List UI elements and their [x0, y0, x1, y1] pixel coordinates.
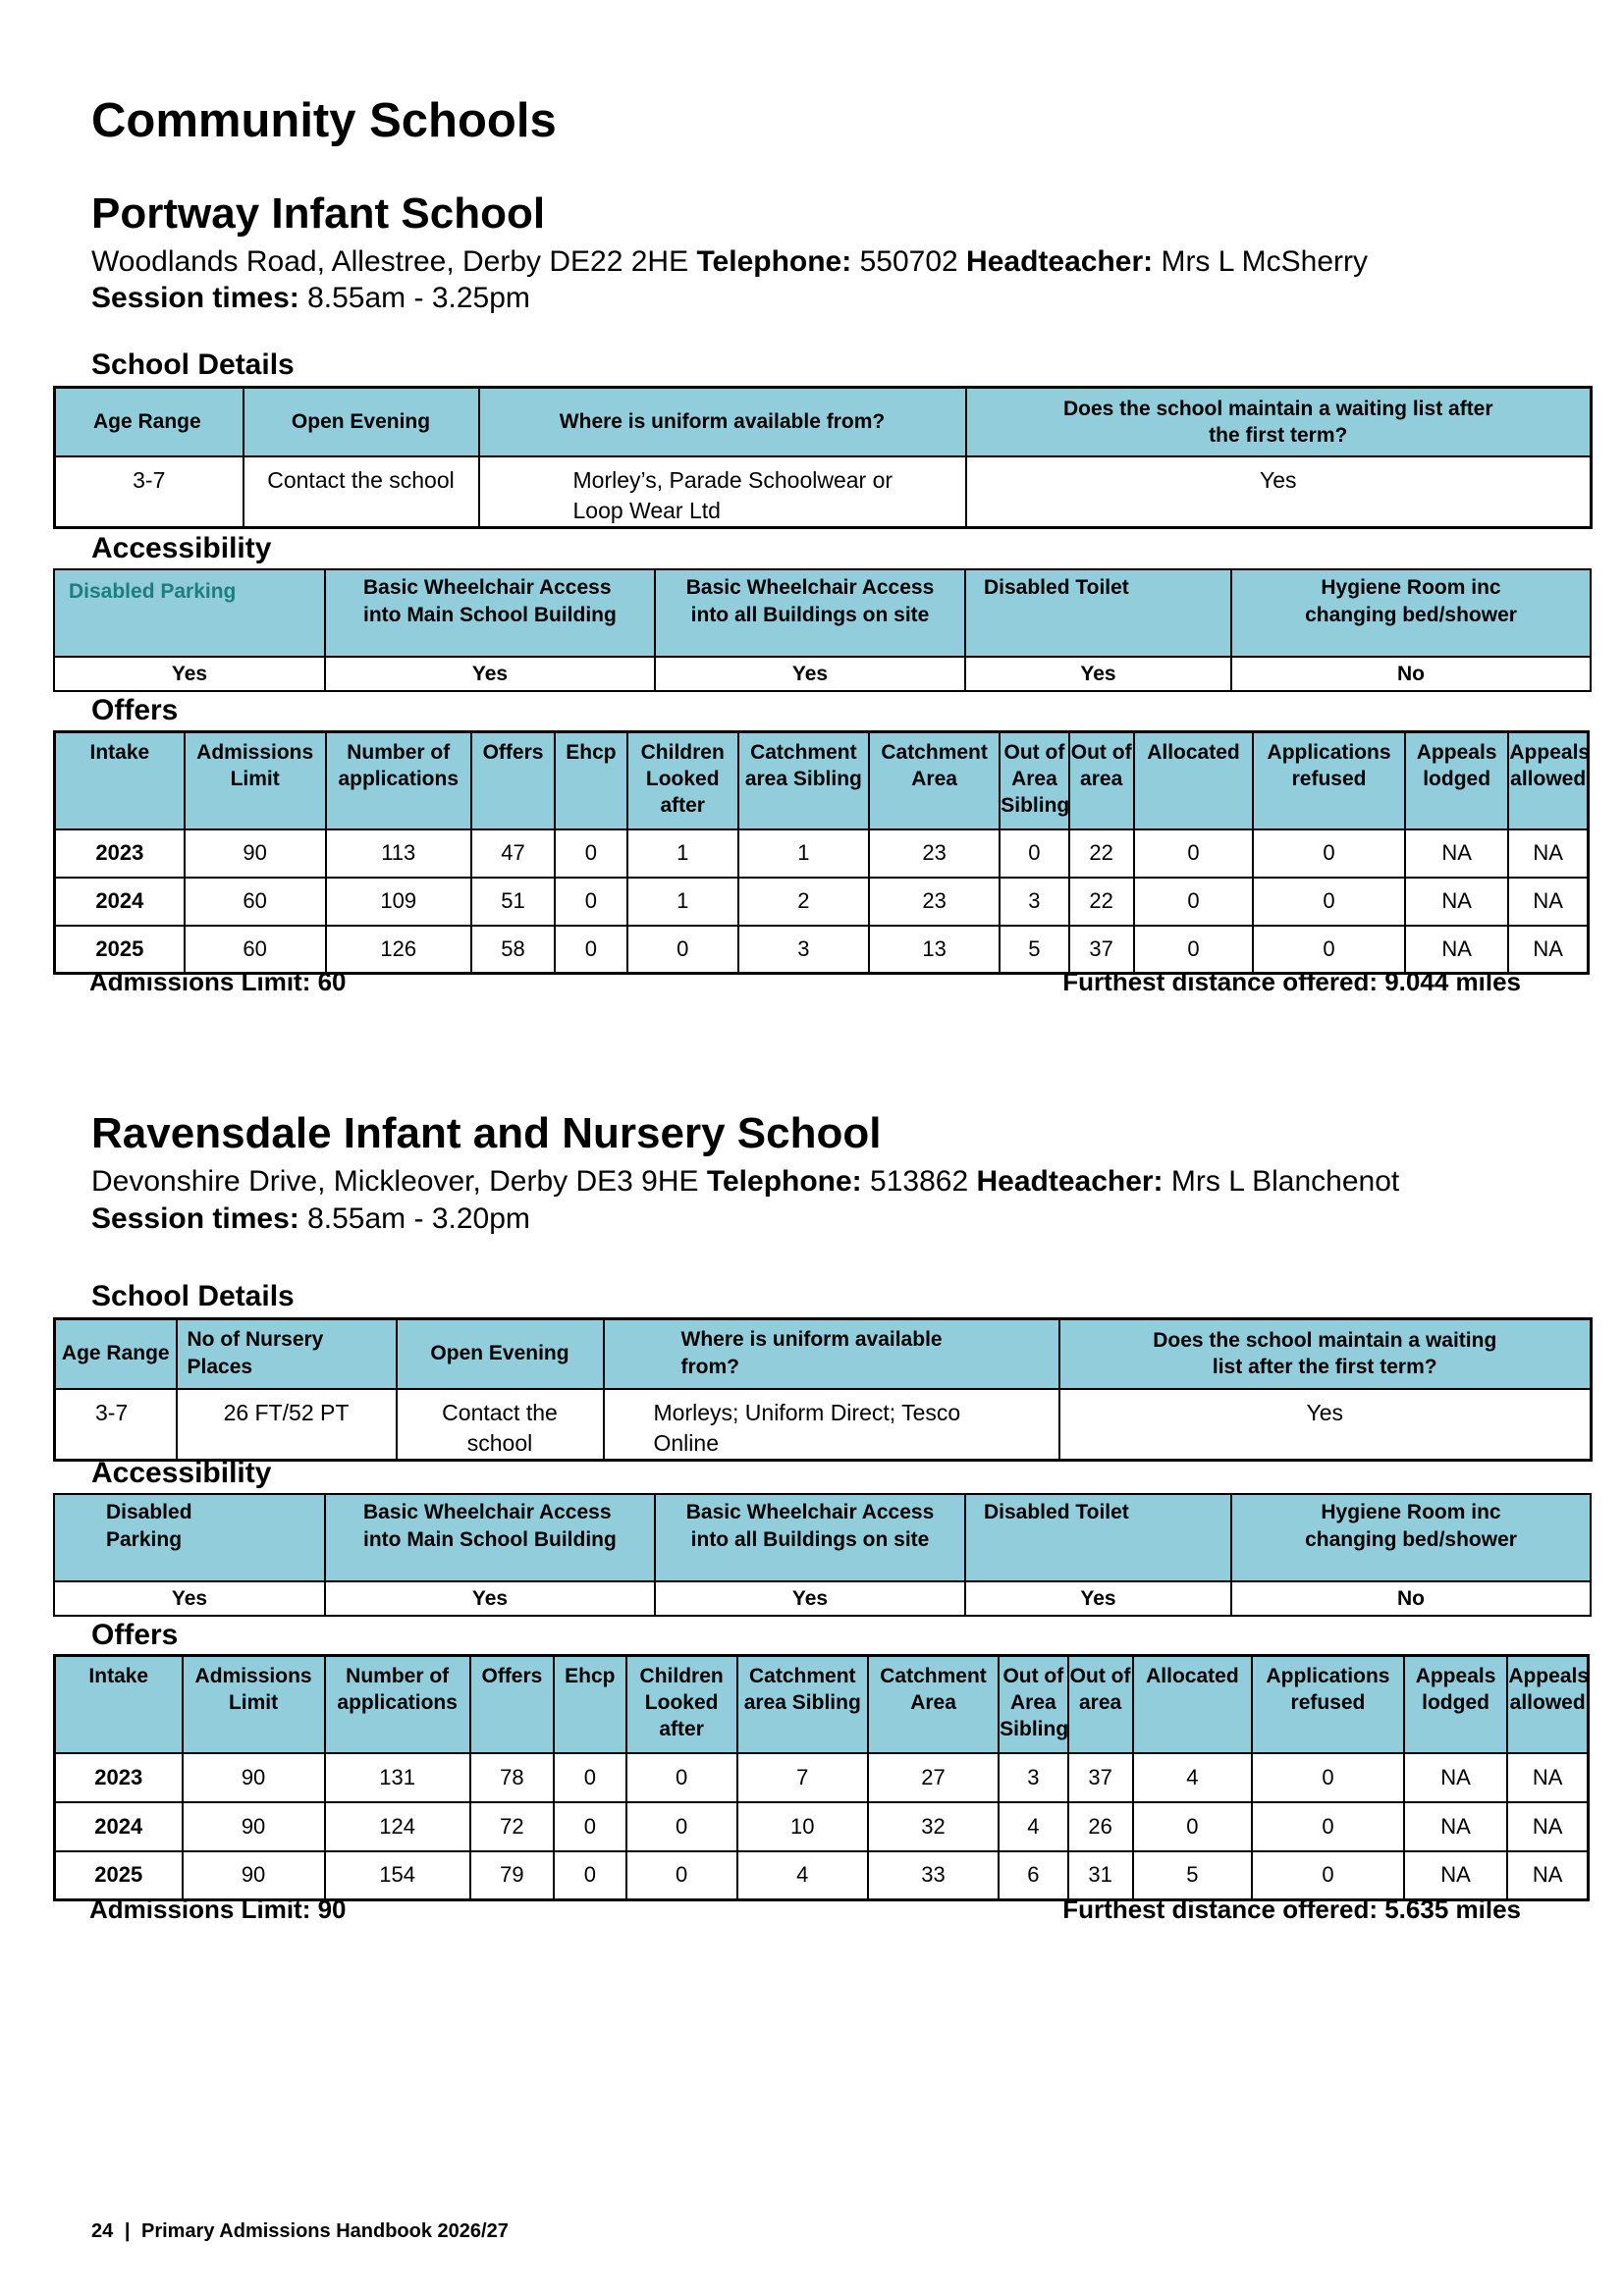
details-header-uniform: Where is uniform available from?: [604, 1319, 1059, 1389]
school-contact-line: [91, 245, 1368, 279]
offers-header: Admissions Limit: [183, 1656, 325, 1753]
offers-cell: 78: [470, 1753, 554, 1802]
offers-cell: 26: [1068, 1802, 1133, 1851]
accessibility-table: [53, 568, 1592, 692]
offers-cell: 72: [470, 1802, 554, 1851]
offers-cell: 1: [627, 829, 738, 878]
offers-cell: 0: [1134, 829, 1254, 878]
offers-cell: 2024: [55, 1802, 183, 1851]
accessibility-disabled-toilet: Yes: [965, 1581, 1231, 1616]
offers-cell: 4: [1133, 1753, 1253, 1802]
accessibility-wheelchair-all: Yes: [655, 1581, 965, 1616]
details-uniform: Morley’s, Parade Schoolwear or Loop Wear Ltd: [479, 456, 966, 528]
page-title: Community Schools: [91, 94, 557, 147]
table-row: [55, 878, 1589, 926]
accessibility-disabled-parking: Yes: [54, 657, 325, 691]
offers-header: Allocated: [1133, 1656, 1253, 1753]
offers-header: Intake: [55, 1656, 183, 1753]
offers-cell: 2024: [55, 878, 185, 926]
offers-header: Catchment area Sibling: [737, 1656, 868, 1753]
offers-cell: 27: [868, 1753, 999, 1802]
offers-cell: 4: [737, 1851, 868, 1900]
offers-cell: 0: [1134, 926, 1254, 974]
offers-cell: 0: [1253, 926, 1405, 974]
school-contact-line: [91, 1165, 1399, 1199]
school-address: Woodlands Road, Allestree, Derby DE22 2HE: [91, 245, 689, 278]
school-name: Ravensdale Infant and Nursery School: [91, 1109, 882, 1157]
offers-cell: 5: [1000, 926, 1068, 974]
offers-cell: 32: [868, 1802, 999, 1851]
offers-header: Ehcp: [554, 1656, 626, 1753]
offers-cell: NA: [1404, 1802, 1508, 1851]
offers-header: Catchment Area: [868, 1656, 999, 1753]
offers-cell: 22: [1069, 829, 1134, 878]
offers-cell: 2025: [55, 926, 185, 974]
offers-cell: 0: [626, 1802, 737, 1851]
offers-cell: 33: [868, 1851, 999, 1900]
offers-cell: 90: [183, 1851, 325, 1900]
page-footer: [91, 2220, 509, 2243]
offers-cell: 22: [1069, 878, 1134, 926]
details-header-age-range: Age Range: [55, 388, 244, 456]
offers-cell: 37: [1068, 1753, 1133, 1802]
offers-cell: 60: [185, 878, 326, 926]
offers-header: Appeals lodged: [1404, 1656, 1508, 1753]
telephone-label: Telephone:: [706, 1165, 862, 1198]
details-age-range: 3-7: [55, 456, 244, 528]
footer-separator: |: [124, 2220, 131, 2242]
school-name: Portway Infant School: [91, 189, 546, 238]
furthest-distance: Furthest distance offered: 9.044 miles: [1062, 967, 1521, 996]
offers-header: Appeals allowed: [1508, 732, 1588, 829]
headteacher-value: Mrs L McSherry: [1161, 245, 1369, 278]
offers-cell: NA: [1507, 1802, 1588, 1851]
offers-cell: 37: [1069, 926, 1134, 974]
details-nursery-places: 26 FT/52 PT: [177, 1389, 397, 1461]
offers-cell: 2: [738, 878, 869, 926]
details-header-open-evening: Open Evening: [244, 388, 479, 456]
furthest-distance: Furthest distance offered: 5.635 miles: [1062, 1895, 1521, 1924]
accessibility-header-disabled-toilet: Disabled Toilet: [965, 1494, 1231, 1581]
offers-header: Appeals allowed: [1507, 1656, 1588, 1753]
accessibility-wheelchair-main: Yes: [325, 1581, 655, 1616]
details-header-waiting-list: Does the school maintain a waiting list after the first term?: [966, 388, 1592, 456]
offers-cell: 5: [1133, 1851, 1253, 1900]
offers-cell: NA: [1405, 878, 1509, 926]
telephone-label: Telephone:: [696, 245, 852, 278]
offers-cell: 4: [999, 1802, 1067, 1851]
offers-cell: 23: [869, 829, 1000, 878]
offers-cell: 7: [737, 1753, 868, 1802]
accessibility-hygiene-room: No: [1231, 657, 1591, 691]
headteacher-label: Headteacher:: [966, 245, 1154, 278]
accessibility-header-disabled-parking: Disabled Parking: [54, 569, 325, 657]
offers-cell: 13: [869, 926, 1000, 974]
offers-cell: 126: [326, 926, 471, 974]
accessibility-wheelchair-all: Yes: [655, 657, 965, 691]
table-row: [55, 1753, 1589, 1802]
offers-cell: NA: [1508, 829, 1588, 878]
offers-cell: 3: [738, 926, 869, 974]
details-waiting-list: Yes: [1059, 1389, 1592, 1461]
offers-header: Catchment area Sibling: [738, 732, 869, 829]
offers-cell: 131: [325, 1753, 470, 1802]
offers-cell: NA: [1404, 1851, 1508, 1900]
table-row: [55, 1851, 1589, 1900]
accessibility-header-wheelchair-main: Basic Wheelchair Access into Main School Building: [325, 569, 655, 657]
offers-cell: 0: [555, 926, 627, 974]
headteacher-label: Headteacher:: [976, 1165, 1164, 1198]
offers-header: Out of area: [1069, 732, 1134, 829]
offers-cell: NA: [1507, 1753, 1588, 1802]
publication-title: Primary Admissions Handbook 2026/27: [140, 2220, 509, 2242]
admissions-limit: Admissions Limit: 60: [89, 967, 347, 996]
details-uniform: Morleys; Uniform Direct; Tesco Online: [604, 1389, 1059, 1461]
offers-cell: 3: [1000, 878, 1068, 926]
accessibility-header-hygiene-room: Hygiene Room inc changing bed/shower: [1231, 569, 1591, 657]
offers-cell: 1: [627, 878, 738, 926]
table-row: [55, 1802, 1589, 1851]
offers-cell: 0: [1133, 1802, 1253, 1851]
offers-cell: 0: [555, 829, 627, 878]
offers-cell: 113: [326, 829, 471, 878]
offers-cell: 3: [999, 1753, 1067, 1802]
offers-cell: 0: [1253, 829, 1405, 878]
accessibility-header-disabled-parking: Disabled Parking: [54, 1494, 325, 1581]
offers-cell: 0: [1252, 1802, 1404, 1851]
offers-cell: 0: [554, 1802, 626, 1851]
offers-heading: Offers: [91, 1619, 179, 1651]
offers-cell: 90: [185, 829, 326, 878]
offers-cell: NA: [1507, 1851, 1588, 1900]
offers-table: [53, 730, 1590, 975]
details-header-open-evening: Open Evening: [397, 1319, 604, 1389]
details-waiting-list: Yes: [966, 456, 1592, 528]
offers-cell: 2025: [55, 1851, 183, 1900]
details-header-waiting-list: Does the school maintain a waiting list after the first term?: [1059, 1319, 1592, 1389]
offers-header: Out of Area Sibling: [999, 1656, 1067, 1753]
offers-header: Intake: [55, 732, 185, 829]
offers-cell: 0: [627, 926, 738, 974]
offers-cell: NA: [1404, 1753, 1508, 1802]
offers-cell: 0: [626, 1753, 737, 1802]
details-open-evening: Contact the school: [397, 1389, 604, 1461]
offers-cell: 2023: [55, 829, 185, 878]
offers-header: Number of applications: [325, 1656, 470, 1753]
offers-heading: Offers: [91, 694, 179, 726]
offers-cell: 90: [183, 1753, 325, 1802]
offers-cell: 23: [869, 878, 1000, 926]
session-times-line: [91, 1202, 530, 1236]
offers-header: Children Looked after: [627, 732, 738, 829]
offers-cell: 58: [471, 926, 555, 974]
offers-cell: 47: [471, 829, 555, 878]
offers-header: Applications refused: [1253, 732, 1405, 829]
offers-header: Out of Area Sibling: [1000, 732, 1068, 829]
accessibility-wheelchair-main: Yes: [325, 657, 655, 691]
offers-header: Offers: [470, 1656, 554, 1753]
school-details-table: [53, 386, 1593, 529]
offers-cell: 0: [1252, 1753, 1404, 1802]
offers-cell: 154: [325, 1851, 470, 1900]
accessibility-header-wheelchair-all: Basic Wheelchair Access into all Buildings on site: [655, 569, 965, 657]
admissions-limit: Admissions Limit: 90: [89, 1895, 347, 1924]
offers-cell: 0: [626, 1851, 737, 1900]
details-open-evening: Contact the school: [244, 456, 479, 528]
offers-cell: 31: [1068, 1851, 1133, 1900]
page-number: 24: [91, 2220, 114, 2242]
headteacher-value: Mrs L Blanchenot: [1170, 1165, 1400, 1198]
offers-table: [53, 1654, 1590, 1901]
details-header-nursery-places: No of Nursery Places: [177, 1319, 397, 1389]
offers-cell: 0: [1000, 829, 1068, 878]
accessibility-header-hygiene-room: Hygiene Room inc changing bed/shower: [1231, 1494, 1591, 1581]
session-times-label: Session times:: [91, 1202, 299, 1235]
offers-cell: NA: [1508, 926, 1588, 974]
school-details-heading: School Details: [91, 348, 295, 381]
offers-cell: NA: [1508, 878, 1588, 926]
accessibility-header-wheelchair-main: Basic Wheelchair Access into Main School Building: [325, 1494, 655, 1581]
offers-cell: 0: [554, 1851, 626, 1900]
offers-header: Admissions Limit: [185, 732, 326, 829]
offers-cell: 6: [999, 1851, 1067, 1900]
accessibility-header-wheelchair-all: Basic Wheelchair Access into all Buildings on site: [655, 1494, 965, 1581]
telephone-value: 550702: [859, 245, 958, 278]
offers-cell: 2023: [55, 1753, 183, 1802]
offers-header: Number of applications: [326, 732, 471, 829]
accessibility-heading: Accessibility: [91, 532, 272, 564]
session-times-value: 8.55am - 3.25pm: [307, 282, 530, 314]
session-times-label: Session times:: [91, 282, 299, 314]
accessibility-disabled-parking: Yes: [54, 1581, 325, 1616]
offers-cell: 0: [1252, 1851, 1404, 1900]
offers-cell: NA: [1405, 926, 1509, 974]
school-address: Devonshire Drive, Mickleover, Derby DE3 9HE: [91, 1165, 699, 1198]
offers-cell: 60: [185, 926, 326, 974]
offers-cell: 90: [183, 1802, 325, 1851]
offers-cell: 0: [554, 1753, 626, 1802]
session-times-line: [91, 282, 530, 315]
offers-header: Offers: [471, 732, 555, 829]
offers-cell: 109: [326, 878, 471, 926]
offers-header: Appeals lodged: [1405, 732, 1509, 829]
telephone-value: 513862: [870, 1165, 969, 1198]
offers-header: Ehcp: [555, 732, 627, 829]
offers-header: Allocated: [1134, 732, 1254, 829]
offers-cell: 10: [737, 1802, 868, 1851]
offers-cell: 124: [325, 1802, 470, 1851]
offers-header: Children Looked after: [626, 1656, 737, 1753]
offers-cell: 79: [470, 1851, 554, 1900]
offers-header: Catchment Area: [869, 732, 1000, 829]
accessibility-hygiene-room: No: [1231, 1581, 1591, 1616]
offers-cell: 1: [738, 829, 869, 878]
details-header-uniform: Where is uniform available from?: [479, 388, 966, 456]
session-times-value: 8.55am - 3.20pm: [307, 1202, 530, 1235]
accessibility-heading: Accessibility: [91, 1457, 272, 1489]
offers-cell: NA: [1405, 829, 1509, 878]
table-row: [55, 829, 1589, 878]
details-age-range: 3-7: [55, 1389, 177, 1461]
offers-cell: 0: [555, 878, 627, 926]
offers-header: Applications refused: [1252, 1656, 1404, 1753]
offers-cell: 0: [1134, 878, 1254, 926]
accessibility-header-disabled-toilet: Disabled Toilet: [965, 569, 1231, 657]
school-details-table: [53, 1317, 1593, 1462]
details-header-age-range: Age Range: [55, 1319, 177, 1389]
school-details-heading: School Details: [91, 1280, 295, 1312]
accessibility-disabled-toilet: Yes: [965, 657, 1231, 691]
offers-cell: 0: [1253, 878, 1405, 926]
offers-header: Out of area: [1068, 1656, 1133, 1753]
offers-cell: 51: [471, 878, 555, 926]
accessibility-table: [53, 1493, 1592, 1617]
